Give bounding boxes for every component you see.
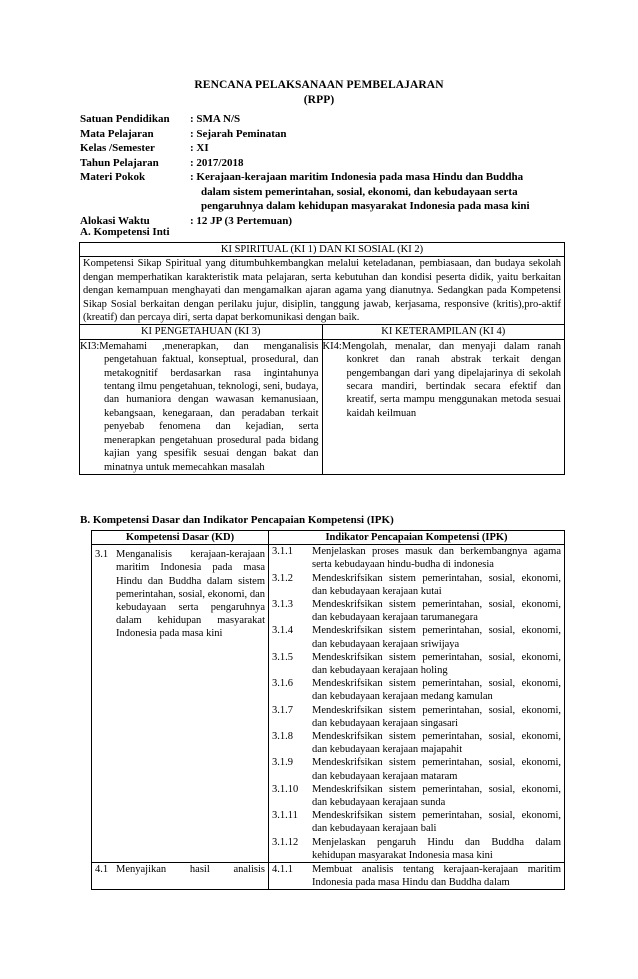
ki4-header: KI KETERAMPILAN (KI 4) bbox=[322, 325, 565, 339]
meta-row bbox=[80, 127, 580, 142]
ipk-number: 3.1.7 bbox=[272, 704, 293, 716]
meta-value-continued: pengaruhnya dalam kehidupan masyarakat Indonesia pada masa kini bbox=[201, 200, 530, 212]
kd-number: 4.1 bbox=[95, 864, 109, 876]
identity-block bbox=[80, 112, 580, 228]
meta-row bbox=[80, 156, 580, 171]
meta-value-group bbox=[190, 170, 580, 214]
document-title: RENCANA PELAKSANAAN PEMBELAJARAN bbox=[194, 79, 444, 91]
ipk-cell bbox=[269, 545, 565, 863]
kd-header: Kompetensi Dasar (KD) bbox=[92, 531, 269, 545]
meta-row bbox=[80, 141, 580, 156]
meta-key: Mata Pelajaran bbox=[80, 127, 154, 140]
ipk-number: 3.1.6 bbox=[272, 678, 293, 690]
ipk-number: 3.1.9 bbox=[272, 757, 293, 769]
meta-key: Kelas /Semester bbox=[80, 142, 155, 154]
ipk-text: Membuat analisis tentang kerajaan-kerajaan maritim Indonesia pada masa Hindu dan Buddha dalam bbox=[312, 864, 561, 889]
kd-number: 3.1 bbox=[95, 549, 109, 561]
meta-value: : 12 JP (3 Pertemuan) bbox=[190, 214, 293, 227]
meta-key: Alokasi Waktu bbox=[80, 214, 150, 227]
ipk-item bbox=[272, 677, 561, 703]
meta-value: : XI bbox=[190, 142, 209, 154]
ipk-text: Mendeskrifsikan sistem pemerintahan, sosial, ekonomi, dan kebudayaan kerajaan medang kamulan bbox=[312, 678, 561, 703]
meta-value-continued: dalam sistem pemerintahan, sosial, ekonomi, dan kebudayaan serta bbox=[201, 185, 518, 198]
ipk-number: 3.1.10 bbox=[272, 783, 299, 795]
ipk-text: Mendeskrifsikan sistem pemerintahan, sosial, ekonomi, dan kebudayaan kerajaan bali bbox=[312, 810, 561, 835]
ipk-text: Mendeskrifsikan sistem pemerintahan, sosial, ekonomi, dan kebudayaan kerajaan holing bbox=[312, 651, 561, 677]
kd-text: Menyajikan hasil analisis bbox=[116, 864, 265, 876]
ipk-number: 3.1.5 bbox=[272, 651, 293, 663]
meta-row bbox=[80, 170, 580, 214]
ipk-text: Menjelaskan pengaruh Hindu dan Buddha dalam kehidupan masyarakat Indonesia masa kini bbox=[312, 836, 561, 861]
ipk-item bbox=[272, 545, 561, 571]
ipk-item bbox=[272, 704, 561, 730]
ipk-item bbox=[272, 598, 561, 624]
kompetensi-inti-table bbox=[79, 242, 565, 475]
meta-row bbox=[80, 112, 580, 127]
ipk-number: 3.1.11 bbox=[272, 810, 298, 822]
ipk-item bbox=[272, 730, 561, 756]
ipk-number: 4.1.1 bbox=[272, 864, 293, 876]
kd-ipk-table bbox=[91, 530, 565, 890]
ipk-item bbox=[272, 783, 561, 809]
ipk-item bbox=[272, 756, 561, 782]
ipk-item bbox=[272, 809, 561, 835]
meta-key: Satuan Pendidikan bbox=[80, 113, 170, 125]
ipk-text: Menjelaskan proses masuk dan berkembangnya agama serta kebudayaan hindu-budha di indonesia bbox=[312, 546, 561, 571]
ki3-text: KI3:Memahami ,menerapkan, dan menganalisis pengetahuan faktual, konseptual, prosedural, dan metakognitif berdasarkan rasa ingintahunya tentang ilmu pengetahuan, teknologi, seni, budaya, dan humaniora dengan wawasan kemanusiaan, kebangsaan, kenegaraan, dan peradaban terkait penyebab fenomena dan kejadian, serta menerapkan pengetahuan prosedural pada bidang kajian yang spesifik sesuai dengan bakat dan minatnya untuk memecahkan masalah bbox=[80, 339, 323, 474]
kd-item bbox=[95, 863, 265, 876]
ipk-text: Mendeskrifsikan sistem pemerintahan, sosial, ekonomi, dan kebudayaan kerajaan mataram bbox=[312, 757, 561, 782]
document-subtitle: (RPP) bbox=[303, 94, 335, 106]
kd-cell bbox=[92, 863, 269, 890]
ipk-number: 3.1.2 bbox=[272, 572, 293, 584]
ipk-number: 3.1.12 bbox=[272, 836, 299, 848]
meta-key: Tahun Pelajaran bbox=[80, 156, 159, 169]
ipk-text: Mendeskrifsikan sistem pemerintahan, sosial, ekonomi, dan kebudayaan kerajaan singasari bbox=[312, 704, 561, 729]
ipk-item bbox=[272, 572, 561, 598]
ipk-cell bbox=[269, 863, 565, 890]
meta-key: Materi Pokok bbox=[80, 171, 146, 183]
kd-text: Menganalisis kerajaan-kerajaan maritim Indonesia pada masa Hindu dan Buddha dalam sistem pemerintahan, sosial, ekonomi, dan kebudayaan serta pengaruhnya dalam kehidupan masyarakat Indonesia pada masa kini bbox=[116, 549, 265, 640]
ipk-text: Mendeskrifsikan sistem pemerintahan, sosial, ekonomi, dan kebudayaan kerajaan sunda bbox=[312, 783, 561, 809]
ki3-header: KI PENGETAHUAN (KI 3) bbox=[80, 325, 323, 339]
ipk-text: Mendeskrifsikan sistem pemerintahan, sosial, ekonomi, dan kebudayaan kerajaan kutai bbox=[312, 572, 561, 597]
meta-value: : Kerajaan-kerajaan maritim Indonesia pada masa Hindu dan Buddha bbox=[190, 171, 524, 183]
ki4-text: KI4:Mengolah, menalar, dan menyaji dalam ranah konkret dan ranah abstrak terkait dengan pengembangan dari yang dipelajarinya di sekolah secara mandiri, bertindak secara efektif dan kreatif, serta mampu menggunakan metoda sesuai kaidah keilmuan bbox=[322, 339, 565, 474]
kd-item bbox=[95, 548, 265, 640]
ipk-number: 3.1.3 bbox=[272, 599, 293, 611]
ipk-number: 3.1.1 bbox=[272, 546, 293, 558]
ki12-header: KI SPIRITUAL (KI 1) DAN KI SOSIAL (KI 2) bbox=[80, 243, 565, 257]
ipk-item bbox=[272, 651, 561, 677]
section-heading-b: B. Kompetensi Dasar dan Indikator Pencapaian Kompetensi (IPK) bbox=[80, 514, 394, 526]
ipk-item bbox=[272, 836, 561, 862]
ipk-item bbox=[272, 863, 561, 889]
section-heading-a: A. Kompetensi Inti bbox=[80, 226, 170, 238]
ipk-text: Mendeskrifsikan sistem pemerintahan, sosial, ekonomi, dan kebudayaan kerajaan tarumanegara bbox=[312, 599, 561, 624]
kd-cell bbox=[92, 545, 269, 863]
meta-value: : 2017/2018 bbox=[190, 156, 244, 169]
ipk-text: Mendeskrifsikan sistem pemerintahan, sosial, ekonomi, dan kebudayaan kerajaan majapahit bbox=[312, 731, 561, 756]
meta-value: : SMA N/S bbox=[190, 113, 241, 125]
ipk-text: Mendeskrifsikan sistem pemerintahan, sosial, ekonomi, dan kebudayaan kerajaan sriwijaya bbox=[312, 625, 561, 650]
ipk-number: 3.1.8 bbox=[272, 731, 293, 743]
ipk-number: 3.1.4 bbox=[272, 625, 293, 637]
ipk-header: Indikator Pencapaian Kompetensi (IPK) bbox=[269, 531, 565, 545]
ki12-text: Kompetensi Sikap Spiritual yang ditumbuhkembangkan melalui keteladanan, pembiasaan, dan budaya sekolah dengan memperhatikan karakteristik mata pelajaran, serta kebutuhan dan kondisi peserta didik, yaitu berkaitan dengan kemampuan menghayati dan mengamalkan ajaran agama yang dianutnya. Sedangkan pada Kompetensi Sikap Sosial berkaitan dengan perilaku jujur, disiplin, tanggung jawab, kerjasama, responsive (kritis),pro-aktif (kreatif) dan percaya diri, serta dapat berkomunikasi dengan baik. bbox=[80, 257, 565, 325]
ipk-item bbox=[272, 624, 561, 650]
meta-value: : Sejarah Peminatan bbox=[190, 127, 287, 140]
